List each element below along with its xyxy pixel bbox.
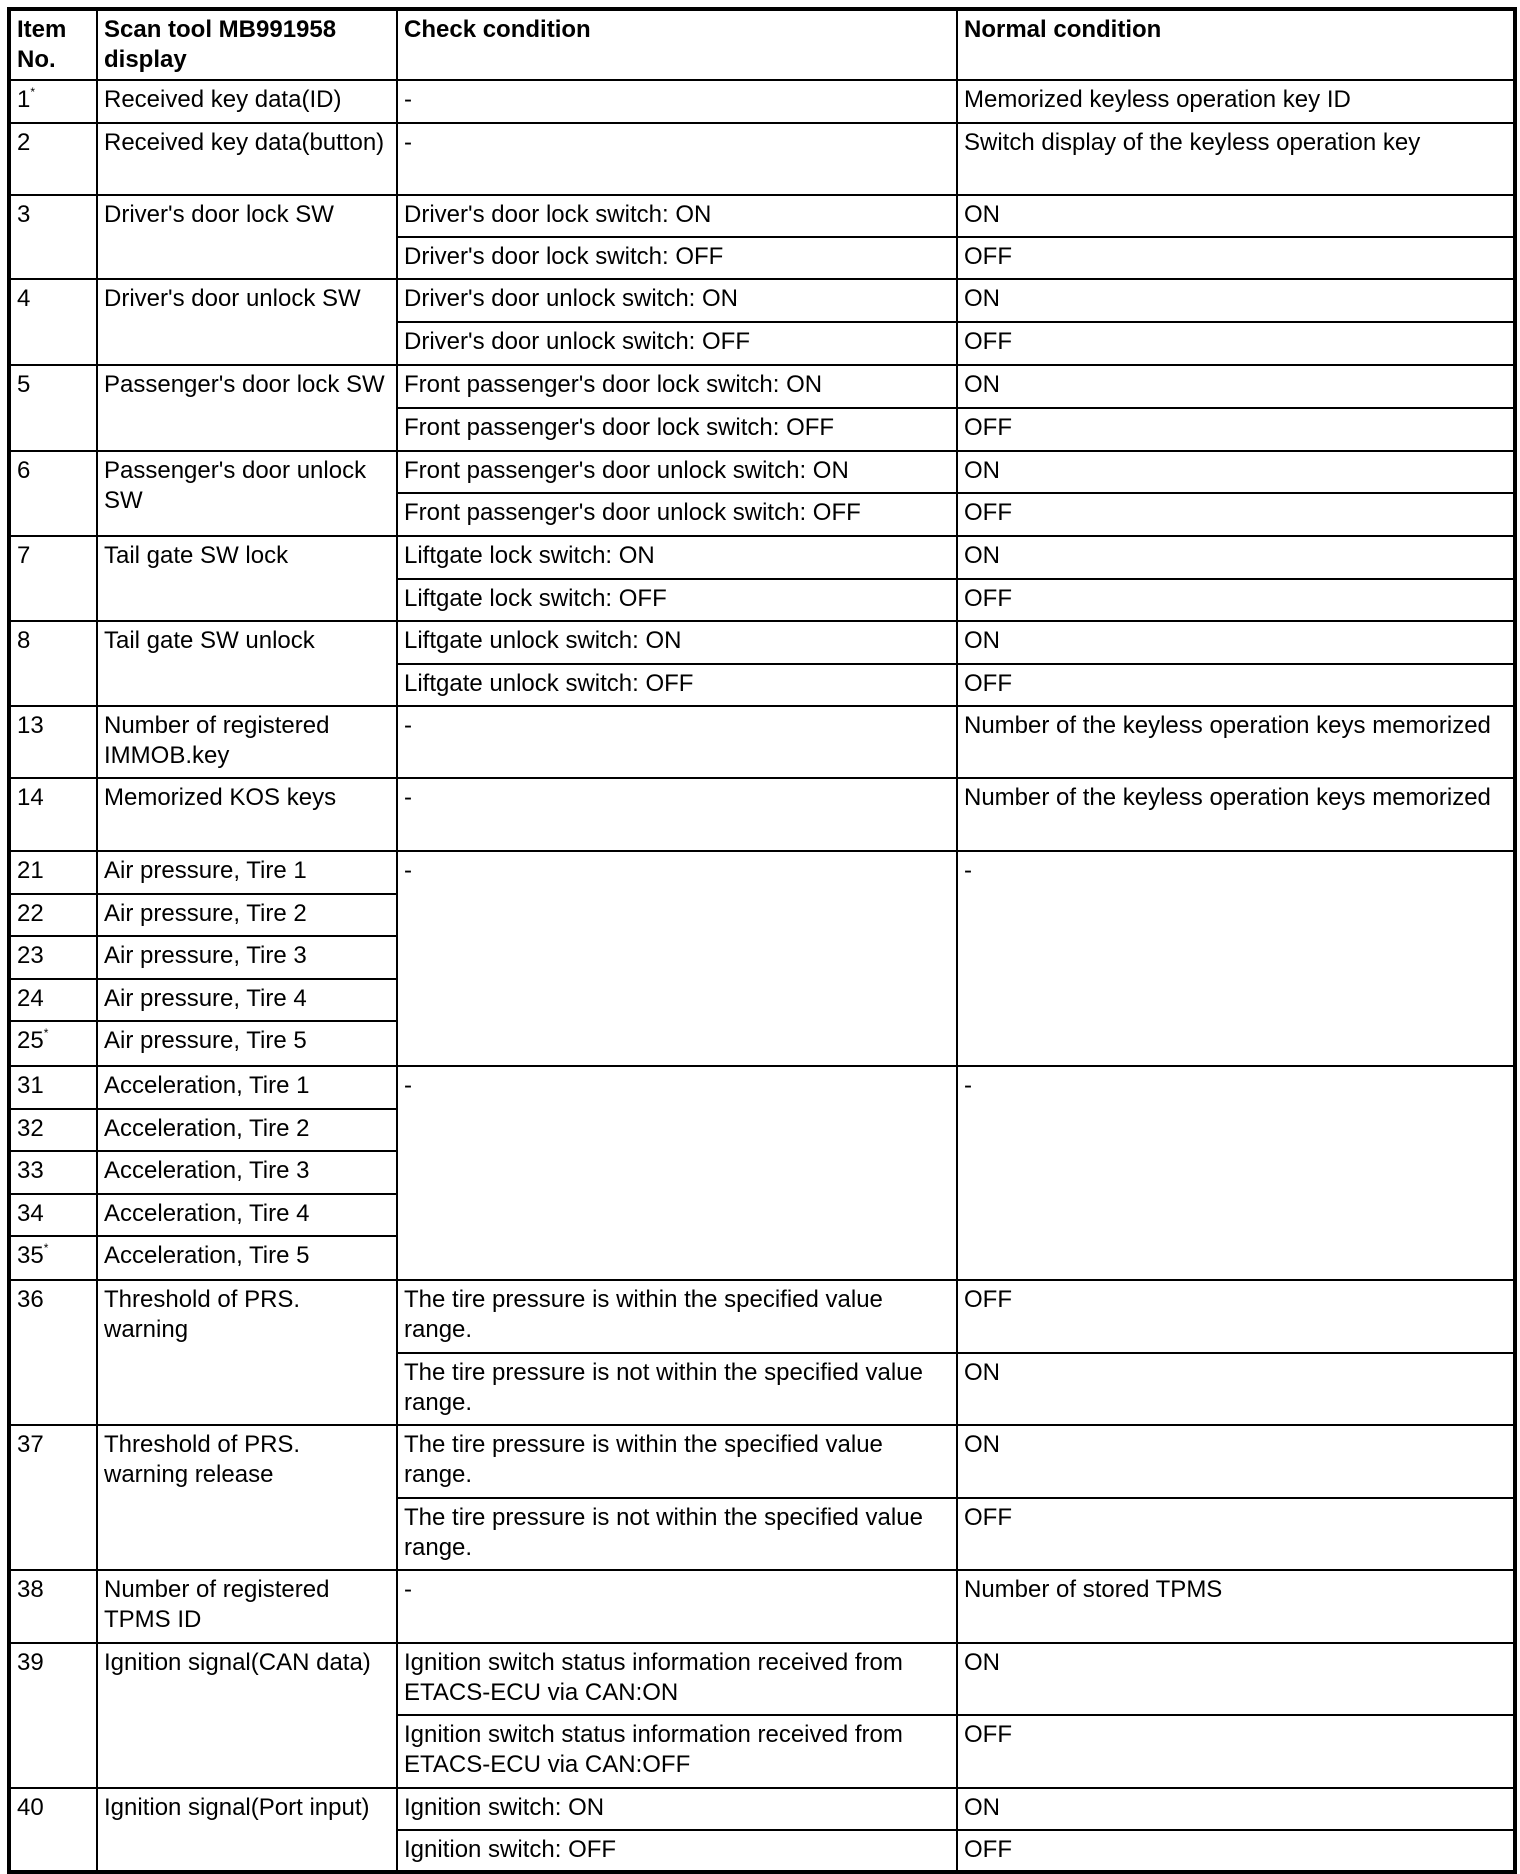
normal-condition: ON (957, 279, 1515, 322)
check-condition: Front passenger's door lock switch: ON (397, 365, 957, 408)
table-row (9, 778, 1515, 851)
scan-display: Air pressure, Tire 3 (97, 936, 397, 979)
item-no: 37 (9, 1425, 97, 1570)
check-condition: Driver's door lock switch: OFF (397, 237, 957, 279)
scan-display: Driver's door unlock SW (97, 279, 397, 365)
item-no: 35* (9, 1236, 97, 1280)
check-condition: The tire pressure is within the specified value range. (397, 1280, 957, 1353)
check-condition: The tire pressure is not within the specified value range. (397, 1498, 957, 1570)
table-row (9, 1280, 1515, 1353)
scan-display: Air pressure, Tire 2 (97, 894, 397, 936)
item-no: 4 (9, 279, 97, 365)
check-condition: The tire pressure is within the specified value range. (397, 1425, 957, 1498)
scan-display: Number of registered TPMS ID (97, 1570, 397, 1643)
check-condition: - (397, 706, 957, 778)
scan-display: Received key data(button) (97, 123, 397, 195)
table-row (9, 536, 1515, 579)
normal-condition: ON (957, 451, 1515, 493)
check-condition: Ignition switch: ON (397, 1788, 957, 1830)
normal-condition: ON (957, 195, 1515, 237)
item-no: 21 (9, 851, 97, 894)
normal-condition: ON (957, 365, 1515, 408)
table-row (9, 621, 1515, 664)
normal-condition: ON (957, 1788, 1515, 1830)
item-no: 39 (9, 1643, 97, 1788)
item-no: 38 (9, 1570, 97, 1643)
check-condition: Front passenger's door unlock switch: OFF (397, 493, 957, 536)
item-no: 40 (9, 1788, 97, 1872)
item-no: 5 (9, 365, 97, 451)
scan-display: Acceleration, Tire 1 (97, 1066, 397, 1109)
normal-condition: ON (957, 621, 1515, 664)
normal-condition: Memorized keyless operation key ID (957, 80, 1515, 123)
check-condition: - (397, 80, 957, 123)
item-no: 2 (9, 123, 97, 195)
item-no: 1* (9, 80, 97, 123)
table-row (9, 1425, 1515, 1498)
check-condition: Driver's door unlock switch: OFF (397, 322, 957, 365)
normal-condition: OFF (957, 237, 1515, 279)
footnote-mark: * (30, 85, 36, 99)
item-no: 3 (9, 195, 97, 279)
check-condition: Ignition switch: OFF (397, 1830, 957, 1872)
footnote-mark: * (43, 1026, 49, 1040)
normal-condition: OFF (957, 1830, 1515, 1872)
normal-condition: OFF (957, 493, 1515, 536)
check-condition: Liftgate unlock switch: OFF (397, 664, 957, 706)
check-condition: Front passenger's door unlock switch: ON (397, 451, 957, 493)
check-condition: - (397, 851, 957, 1066)
check-condition: Ignition switch status information received from ETACS-ECU via CAN:ON (397, 1643, 957, 1715)
item-no: 6 (9, 451, 97, 536)
item-no: 24 (9, 979, 97, 1021)
scan-display: Passenger's door lock SW (97, 365, 397, 451)
scan-display: Air pressure, Tire 4 (97, 979, 397, 1021)
scan-display: Received key data(ID) (97, 80, 397, 123)
scan-display: Air pressure, Tire 1 (97, 851, 397, 894)
normal-condition: OFF (957, 1280, 1515, 1353)
check-condition: - (397, 1066, 957, 1280)
check-condition: - (397, 123, 957, 195)
normal-condition: OFF (957, 579, 1515, 621)
item-no: 14 (9, 778, 97, 851)
item-no: 22 (9, 894, 97, 936)
item-no: 7 (9, 536, 97, 621)
normal-condition: ON (957, 1643, 1515, 1715)
check-condition: Ignition switch status information received from ETACS-ECU via CAN:OFF (397, 1715, 957, 1788)
check-condition: Driver's door lock switch: ON (397, 195, 957, 237)
scan-display: Air pressure, Tire 5 (97, 1021, 397, 1066)
scan-display: Acceleration, Tire 2 (97, 1109, 397, 1151)
scan-display: Ignition signal(CAN data) (97, 1643, 397, 1788)
table-row (9, 1066, 1515, 1109)
normal-condition: OFF (957, 664, 1515, 706)
normal-condition: OFF (957, 322, 1515, 365)
scan-display: Acceleration, Tire 3 (97, 1151, 397, 1194)
header-check-condition: Check condition (397, 9, 957, 80)
table-row (9, 1643, 1515, 1715)
item-no: 32 (9, 1109, 97, 1151)
item-no: 25* (9, 1021, 97, 1066)
check-condition: The tire pressure is not within the specified value range. (397, 1353, 957, 1425)
normal-condition: ON (957, 536, 1515, 579)
table-row (9, 123, 1515, 195)
table-row (9, 1788, 1515, 1830)
table-row (9, 851, 1515, 894)
data-list-table (7, 7, 1517, 1874)
table-row (9, 451, 1515, 493)
header-item-no: Item No. (9, 9, 97, 80)
header-normal-condition: Normal condition (957, 9, 1515, 80)
table-row (9, 365, 1515, 408)
item-no: 34 (9, 1194, 97, 1236)
table-row (9, 1570, 1515, 1643)
check-condition: Liftgate lock switch: OFF (397, 579, 957, 621)
scan-display: Acceleration, Tire 4 (97, 1194, 397, 1236)
table-row (9, 279, 1515, 322)
table-row (9, 706, 1515, 778)
scan-display: Acceleration, Tire 5 (97, 1236, 397, 1280)
check-condition: Front passenger's door lock switch: OFF (397, 408, 957, 451)
scan-display: Tail gate SW unlock (97, 621, 397, 706)
normal-condition: Number of the keyless operation keys memorized (957, 778, 1515, 851)
item-no: 36 (9, 1280, 97, 1425)
scan-display: Threshold of PRS. warning release (97, 1425, 397, 1570)
scan-display: Tail gate SW lock (97, 536, 397, 621)
scan-display: Number of registered IMMOB.key (97, 706, 397, 778)
normal-condition: OFF (957, 1498, 1515, 1570)
scan-display: Memorized KOS keys (97, 778, 397, 851)
check-condition: Driver's door unlock switch: ON (397, 279, 957, 322)
normal-condition: ON (957, 1353, 1515, 1425)
table-row (9, 195, 1515, 237)
header-scan-display: Scan tool MB991958 display (97, 9, 397, 80)
normal-condition: - (957, 1066, 1515, 1280)
header-row (9, 9, 1515, 80)
normal-condition: Switch display of the keyless operation key (957, 123, 1515, 195)
normal-condition: - (957, 851, 1515, 1066)
scan-display: Threshold of PRS. warning (97, 1280, 397, 1425)
normal-condition: OFF (957, 1715, 1515, 1788)
normal-condition: Number of the keyless operation keys memorized (957, 706, 1515, 778)
normal-condition: ON (957, 1425, 1515, 1498)
check-condition: Liftgate lock switch: ON (397, 536, 957, 579)
scan-display: Passenger's door unlock SW (97, 451, 397, 536)
footnote-mark: * (43, 1241, 49, 1255)
table-row (9, 80, 1515, 123)
item-no: 8 (9, 621, 97, 706)
scan-display: Driver's door lock SW (97, 195, 397, 279)
item-no: 33 (9, 1151, 97, 1194)
check-condition: - (397, 1570, 957, 1643)
scan-display: Ignition signal(Port input) (97, 1788, 397, 1872)
item-no: 13 (9, 706, 97, 778)
item-no: 23 (9, 936, 97, 979)
item-no: 31 (9, 1066, 97, 1109)
check-condition: Liftgate unlock switch: ON (397, 621, 957, 664)
normal-condition: OFF (957, 408, 1515, 451)
check-condition: - (397, 778, 957, 851)
normal-condition: Number of stored TPMS (957, 1570, 1515, 1643)
